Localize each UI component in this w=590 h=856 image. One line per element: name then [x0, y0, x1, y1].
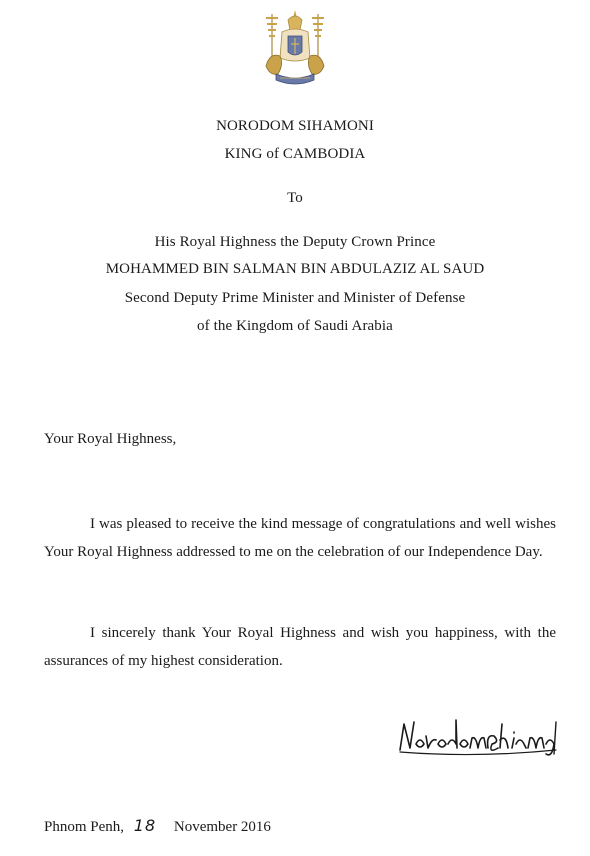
addressee-to: To	[287, 190, 303, 206]
recipient-name: MOHAMMED BIN SALMAN BIN ABDULAZIZ AL SAUD	[105, 261, 485, 277]
royal-arms-of-cambodia-icon	[258, 8, 332, 88]
handwritten-signature-icon	[396, 714, 560, 762]
closing-day-handwritten: 18	[133, 816, 157, 835]
sender-title: KING of CAMBODIA	[224, 146, 366, 162]
closing-place-date	[44, 816, 271, 836]
closing-place: Phnom Penh,	[44, 819, 125, 835]
recipient-line: of the Kingdom of Saudi Arabia	[197, 318, 393, 334]
recipient-line: Second Deputy Prime Minister and Minister of Defense	[124, 290, 466, 306]
recipient-line: His Royal Highness the Deputy Crown Prince	[154, 234, 436, 250]
closing-month-year: November 2016	[173, 819, 271, 835]
salutation: Your Royal Highness,	[44, 431, 177, 447]
sender-name: NORODOM SIHAMONI	[216, 118, 374, 134]
body-paragraph: I was pleased to receive the kind message of congratulations and well wishes Your Royal Highness addressed to me on the celebration of our Independence Day.	[44, 516, 556, 560]
body-paragraph: I sincerely thank Your Royal Highness and wish you happiness, with the assurances of my highest consideration.	[44, 625, 556, 669]
